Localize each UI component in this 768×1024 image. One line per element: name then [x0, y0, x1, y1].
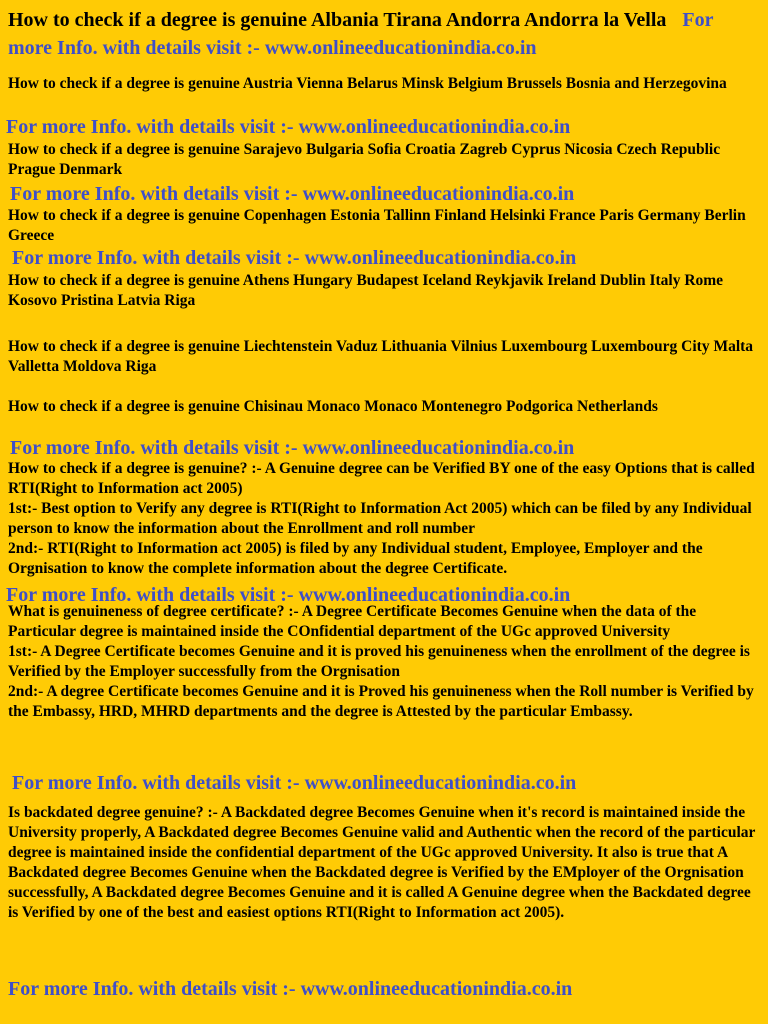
info-link[interactable]: For more Info. with details visit :- www.onlineeducationindia.co.in — [10, 437, 575, 459]
genuineness-second: 2nd:- A degree Certificate becomes Genuine and it is Proved his genuineness when the Roll number is Verified by the Embassy, HRD, MHRD departments and the degree is Attested by the particular Embassy. — [8, 683, 754, 720]
backdated-section: Is backdated degree genuine? :- A Backdated degree Becomes Genuine when it's record is maintained inside the University properly, A Backdated degree Becomes Genuine valid and Authentic when the record of the particular degree is maintained inside the confidential department of the UGc approved University. It also is true that A Backdated degree Becomes Genuine when the Backdated degree is Verified by the EMployer of the Orgnisation successfully, A Backdated degree Becomes Genuine and it is called A Genuine degree when the Backdated degree is Verified by one of the best and easiest options RTI(Right to Information act 2005). — [8, 804, 756, 921]
rti-section — [8, 459, 760, 579]
paragraph: How to check if a degree is genuine Chisinau Monaco Monaco Montenegro Podgorica Netherlands — [8, 398, 658, 415]
rti-second: 2nd:- RTI(Right to Information act 2005) is filed by any Individual student, Employee, Employer and the Orgnisation to know the complete information about the degree Certificate. — [8, 540, 703, 577]
paragraph: How to check if a degree is genuine Liechtenstein Vaduz Lithuania Vilnius Luxembourg Luxembourg City Malta Valletta Moldova Riga — [8, 338, 754, 375]
genuineness-intro: What is genuineness of degree certificate? :- A Degree Certificate Becomes Genuine when the data of the Particular degree is maintained inside the COnfidential department of the UGc approved University — [8, 603, 697, 640]
info-link[interactable]: For more Info. with details visit :- www.onlineeducationindia.co.in — [6, 584, 571, 606]
info-link[interactable]: For more Info. with details visit :- www.onlineeducationindia.co.in — [6, 116, 571, 138]
info-link[interactable]: For more Info. with details visit :- www.onlineeducationindia.co.in — [8, 9, 714, 59]
page-title-block — [8, 6, 760, 62]
genuineness-first: 1st:- A Degree Certificate becomes Genuine and it is proved his genuineness when the enrollment of the degree is Verified by the Employer successfully from the Orgnisation — [8, 643, 750, 680]
info-link[interactable]: For more Info. with details visit :- www.onlineeducationindia.co.in — [12, 247, 577, 269]
genuineness-section — [8, 602, 760, 722]
rti-intro: How to check if a degree is genuine? :- A Genuine degree can be Verified BY one of the easy Options that is called RTI(Right to Information act 2005) — [8, 460, 755, 497]
paragraph: How to check if a degree is genuine Athens Hungary Budapest Iceland Reykjavik Ireland Dublin Italy Rome Kosovo Pristina Latvia Riga — [8, 272, 724, 309]
page-title: How to check if a degree is genuine Albania Tirana Andorra Andorra la Vella — [8, 9, 667, 31]
info-link[interactable]: For more Info. with details visit :- www.onlineeducationindia.co.in — [12, 772, 577, 794]
info-link[interactable]: For more Info. with details visit :- www.onlineeducationindia.co.in — [10, 183, 575, 205]
paragraph: How to check if a degree is genuine Austria Vienna Belarus Minsk Belgium Brussels Bosnia and Herzegovina — [8, 75, 727, 92]
paragraph: How to check if a degree is genuine Sarajevo Bulgaria Sofia Croatia Zagreb Cyprus Nicosia Czech Republic Prague Denmark — [8, 141, 721, 178]
paragraph: How to check if a degree is genuine Copenhagen Estonia Tallinn Finland Helsinki France Paris Germany Berlin Greece — [8, 207, 746, 244]
rti-first: 1st:- Best option to Verify any degree is RTI(Right to Information Act 2005) which can be filed by any Individual person to know the information about the Enrollment and roll number — [8, 500, 752, 537]
info-link[interactable]: For more Info. with details visit :- www.onlineeducationindia.co.in — [8, 978, 573, 1000]
